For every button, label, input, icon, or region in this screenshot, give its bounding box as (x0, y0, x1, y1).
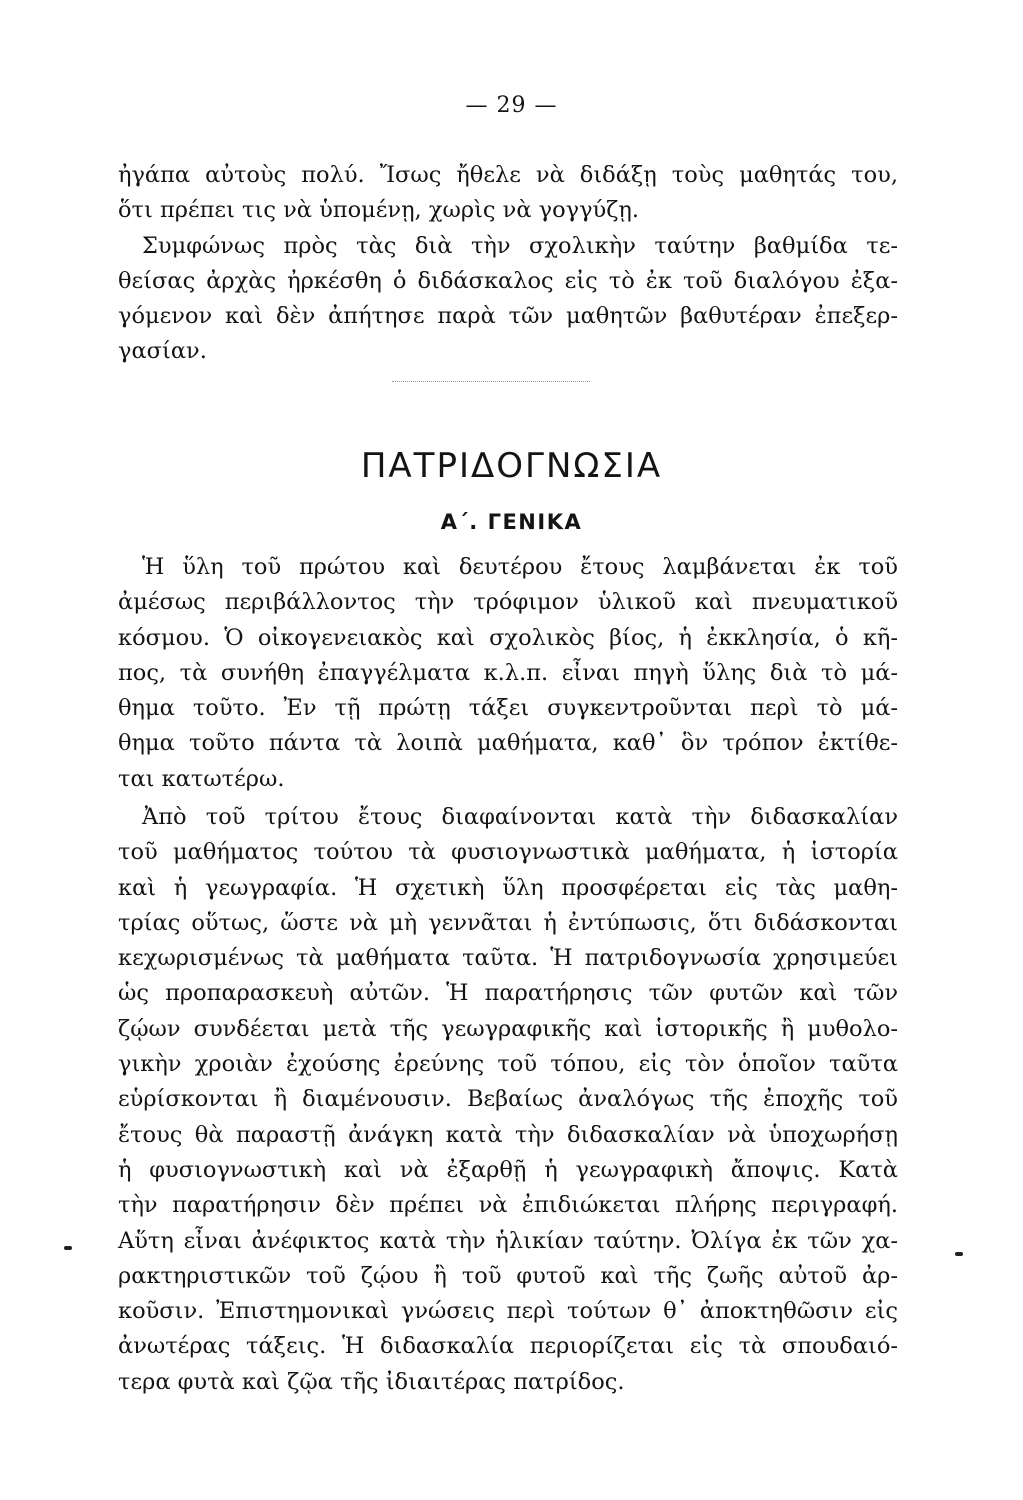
text-line: ται κατωτέρω. (118, 765, 285, 792)
text-line: κεχωρισμένως τὰ μαθήματα ταῦτα. Ἡ πατριδογνωσία χρησιμεύει (118, 945, 898, 972)
text-line: Συμφώνως πρὸς τὰς διὰ τὴν σχολικὴν ταύτην βαθμίδα τε- (142, 232, 898, 259)
text-line: τρίας οὕτως, ὥστε νὰ μὴ γεννᾶται ἡ ἐντύπωσις, ὅτι διδάσκονται (118, 909, 898, 936)
text-line: ὡς προπαρασκευὴ αὐτῶν. Ἡ παρατήρησις τῶν φυτῶν καὶ τῶν (118, 980, 898, 1007)
section-divider (392, 381, 590, 382)
text-line: γικὴν χροιὰν ἐχούσης ἐρεύνης τοῦ τόπου, εἰς τὸν ὁποῖον ταῦτα (118, 1051, 898, 1078)
text-line: θημα τοῦτο. Ἐν τῇ πρώτῃ τάξει συγκεντροῦνται περὶ τὸ μά- (118, 695, 898, 722)
text-line: γόμενον καὶ δὲν ἀπήτησε παρὰ τῶν μαθητῶν βαθυτέραν ἐπεξερ- (118, 303, 898, 330)
text-line: ζῴων συνδέεται μετὰ τῆς γεωγραφικῆς καὶ ἱστορικῆς ἢ μυθολο- (118, 1015, 898, 1042)
text-line: Ἡ ὕλη τοῦ πρώτου καὶ δευτέρου ἔτους λαμβάνεται ἐκ τοῦ (142, 554, 898, 580)
subsection-title: Α΄. ΓΕΝΙΚΑ (440, 510, 583, 534)
text-line: ἀνωτέρας τάξεις. Ἡ διδασκαλία περιορίζεται εἰς τὰ σπουδαιό- (118, 1333, 898, 1360)
binding-mark (64, 1246, 72, 1250)
text-line: πος, τὰ συνήθη ἐπαγγέλματα κ.λ.π. εἶναι πηγὴ ὕλης διὰ τὸ μά- (118, 659, 898, 686)
page-number: — 29 — (465, 93, 558, 118)
text-line: ἠγάπα αὐτοὺς πολύ. Ἴσως ἤθελε νὰ διδάξῃ τοὺς μαθητάς του, (118, 162, 898, 188)
text-line: εὑρίσκονται ἢ διαμένουσιν. Βεβαίως ἀναλόγως τῆς ἐποχῆς τοῦ (118, 1086, 898, 1113)
paragraph-2 (118, 550, 898, 797)
text-line: ἀμέσως περιβάλλοντος τὴν τρόφιμον ὑλικοῦ καὶ πνευματικοῦ (118, 589, 898, 616)
text-line: θημα τοῦτο πάντα τὰ λοιπὰ μαθήματα, καθ᾿ ὃν τρόπον ἐκτίθε- (118, 730, 898, 757)
text-line: ρακτηριστικῶν τοῦ ζῴου ἢ τοῦ φυτοῦ καὶ τῆς ζωῆς αὐτοῦ ἀρ- (118, 1262, 898, 1289)
text-line: καὶ ἡ γεωγραφία. Ἡ σχετικὴ ὕλη προσφέρεται εἰς τὰς μαθη- (118, 874, 898, 901)
text-line: Αὕτη εἶναι ἀνέφικτος κατὰ τὴν ἡλικίαν ταύτην. Ὀλίγα ἐκ τῶν χα- (118, 1227, 898, 1254)
paragraph-3 (118, 800, 898, 1400)
paragraph-1 (118, 158, 898, 370)
text-line: Ἀπὸ τοῦ τρίτου ἔτους διαφαίνονται κατὰ τὴν διδασκαλίαν (142, 804, 898, 830)
text-line: τερα φυτὰ καὶ ζῷα τῆς ἰδιαιτέρας πατρίδος. (118, 1368, 625, 1395)
text-line: τοῦ μαθήματος τούτου τὰ φυσιογνωστικὰ μαθήματα, ἡ ἱστορία (118, 839, 898, 866)
binding-mark (955, 1252, 963, 1256)
text-line: θείσας ἀρχὰς ἠρκέσθη ὁ διδάσκαλος εἰς τὸ ἐκ τοῦ διαλόγου ἐξα- (118, 267, 898, 294)
text-line: κόσμου. Ὁ οἰκογενειακὸς καὶ σχολικὸς βίος, ἡ ἐκκλησία, ὁ κῆ- (118, 624, 898, 651)
text-line: ἔτους θὰ παραστῇ ἀνάγκη κατὰ τὴν διδασκαλίαν νὰ ὑποχωρήσῃ (118, 1121, 898, 1148)
text-line: ἡ φυσιογνωστικὴ καὶ νὰ ἐξαρθῇ ἡ γεωγραφικὴ ἄποψις. Κατὰ (118, 1156, 898, 1183)
text-line: τὴν παρατήρησιν δὲν πρέπει νὰ ἐπιδιώκεται πλήρης περιγραφή. (118, 1192, 898, 1219)
section-title: ΠΑΤΡΙΔΟΓΝΩΣΙΑ (360, 446, 663, 486)
text-line: κοῦσιν. Ἐπιστημονικαὶ γνώσεις περὶ τούτων θ᾿ ἀποκτηθῶσιν εἰς (118, 1298, 898, 1325)
text-line: γασίαν. (118, 338, 207, 365)
text-line: ὅτι πρέπει τις νὰ ὑπομένῃ, χωρὶς νὰ γογγύζῃ. (118, 197, 640, 224)
